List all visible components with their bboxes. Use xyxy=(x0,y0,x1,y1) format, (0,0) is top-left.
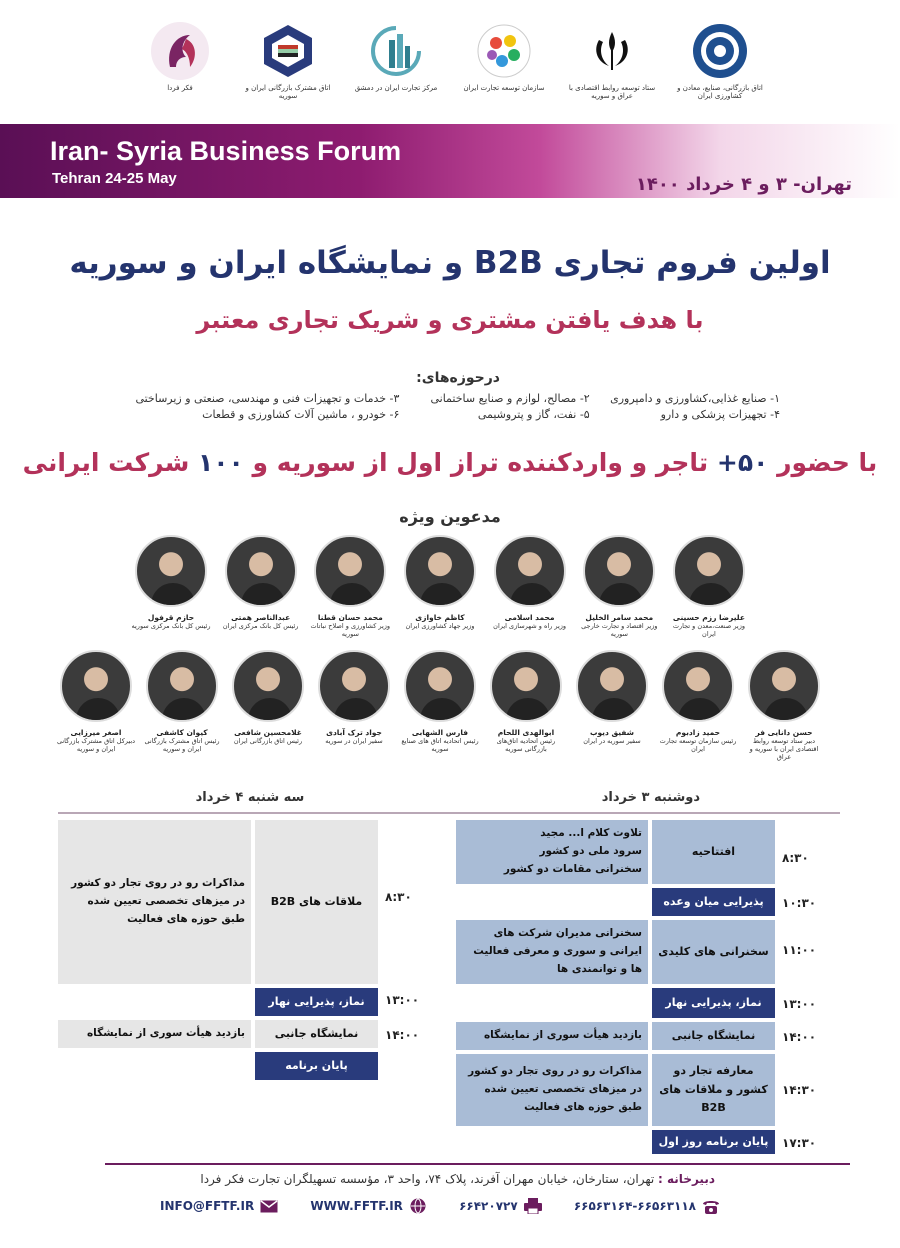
slot-title: نمایشگاه جانبی xyxy=(255,1020,378,1048)
guest-photo xyxy=(318,650,390,722)
email-contact[interactable]: INFO@FFTF.IR xyxy=(160,1198,278,1214)
guest-card: کیوان کاشفی رئیس اتاق مشترک بازرگانی ایران و سوریه xyxy=(141,650,223,761)
phone-icon xyxy=(702,1198,720,1214)
guest-card: حازم قرفول رئیس کل بانک مرکزی سوریه xyxy=(130,535,212,638)
footer-contacts xyxy=(160,1198,720,1214)
slot-title: نماز، پذیرایی نهار xyxy=(652,988,775,1018)
guest-card: محمد اسلامی وزیر راه و شهرسازی ایران xyxy=(489,535,571,638)
guest-card: غلامحسین شافعی رئیس اتاق بازرگانی ایران xyxy=(227,650,309,761)
day2-title: سه شنبه ۴ خرداد xyxy=(195,790,305,805)
field-item: ۶- خودرو ، ماشین آلات کشاورزی و قطعات xyxy=(202,408,400,421)
mail-icon xyxy=(260,1198,278,1214)
slot-detail: بازدید هیأت سوری از نمایشگاه xyxy=(456,1022,648,1050)
slot-title: معارفه تجار دو کشور و ملاقات های B2B xyxy=(652,1054,775,1126)
iran-trade-center-logo: مرکز تجارت ایران در دمشق xyxy=(346,22,446,112)
slot-title: پذیرایی میان وعده xyxy=(652,888,775,916)
guest-photo xyxy=(490,650,562,722)
slot-time: ۱۴:۰۰ xyxy=(782,1030,817,1044)
guest-photo xyxy=(494,535,566,607)
slot-time: ۱۰:۳۰ xyxy=(782,896,817,910)
slot-time: ۱۴:۳۰ xyxy=(782,1083,817,1097)
attendance-headline: با حضور ۵۰+ تاجر و واردکننده تراز اول از سوریه و ۱۰۰ شرکت ایرانی xyxy=(22,448,878,477)
slot-title: نمایشگاه جانبی xyxy=(652,1022,775,1050)
event-date: تهران- ۳ و ۴ خرداد ۱۴۰۰ xyxy=(635,174,852,195)
guest-photo xyxy=(314,535,386,607)
guest-photo xyxy=(583,535,655,607)
guest-photo xyxy=(232,650,304,722)
guest-photo xyxy=(748,650,820,722)
field-item: ۴- تجهیزات پزشکی و دارو xyxy=(660,408,780,421)
partner-logos xyxy=(130,22,770,112)
guest-card: علیرضا رزم حسینی وزیر صنعت،معدن و تجارت ایران xyxy=(668,535,750,638)
field-item: ۲- مصالح، لوازم و صنایع ساختمانی xyxy=(430,392,590,405)
slot-title: نماز، پذیرایی نهار xyxy=(255,988,378,1016)
field-item: ۳- خدمات و تجهیزات فنی و مهندسی، صنعتی و زیرساختی xyxy=(135,392,400,405)
guests-row-1 xyxy=(130,535,750,638)
guest-photo xyxy=(225,535,297,607)
slot-title: افتتاحیه xyxy=(652,820,775,884)
slot-title: ملاقات های B2B xyxy=(255,820,378,984)
field-item: ۱- صنایع غذایی،کشاورزی و دامپروری xyxy=(610,392,780,405)
globe-icon xyxy=(409,1198,427,1214)
guest-photo xyxy=(576,650,648,722)
guest-card: حمید زادبوم رئیس سازمان توسعه تجارت ایران xyxy=(657,650,739,761)
guest-card: شفیق دیوب سفیر سوریه در ایران xyxy=(571,650,653,761)
guest-card: ابوالهدی اللحام رئیس اتحادیه اتاق‌های بازرگانی سوریه xyxy=(485,650,567,761)
day1-title: دوشنبه ۳ خرداد xyxy=(601,790,700,805)
guest-card: جواد ترک آبادی سفیر ایران در سوریه xyxy=(313,650,395,761)
slot-detail: مذاکرات رو در روی تجار دو کشور در میزهای تخصصی تعیین شده طبق حوزه های فعالیت xyxy=(456,1054,648,1126)
guest-photo xyxy=(135,535,207,607)
slot-time: ۱۳:۰۰ xyxy=(782,997,817,1011)
slot-detail: سخنرانی مدیران شرکت های ایرانی و سوری و معرفی فعالیت ها و توانمندی ها xyxy=(456,920,648,984)
guest-photo xyxy=(662,650,734,722)
slot-detail: تلاوت کلام ا... مجید سرود ملی دو کشور سخنرانی مقامات دو کشور xyxy=(456,820,648,884)
fax-icon xyxy=(524,1198,542,1214)
guest-photo xyxy=(404,650,476,722)
guest-card: محمد حسان قطنا وزیر کشاورزی و اصلاح نباتات سوریه xyxy=(309,535,391,638)
presidency-emblem-logo: ستاد توسعه روابط اقتصادی با عراق و سوریه xyxy=(562,22,662,112)
guest-photo xyxy=(146,650,218,722)
slot-time: ۱۱:۰۰ xyxy=(782,943,817,957)
fields-title: درحوزه‌های: xyxy=(416,370,500,386)
guest-card: کاظم خاوازی وزیر جهاد کشاورزی ایران xyxy=(399,535,481,638)
slot-detail: مذاکرات رو در روی تجار دو کشور در میزهای تخصصی تعیین شده طبق حوزه های فعالیت xyxy=(58,820,251,984)
fekr-farda-logo: فکر فردا xyxy=(130,22,230,112)
website-contact[interactable]: WWW.FFTF.IR xyxy=(310,1198,427,1214)
slot-time: ۱۷:۳۰ xyxy=(782,1136,817,1150)
guest-card: حسن دانایی فر دبیر ستاد توسعه روابط اقتصادی ایران با سوریه و عراق xyxy=(743,650,825,761)
slot-title: سخنرانی های کلیدی xyxy=(652,920,775,984)
guests-title: مدعوین ویژه xyxy=(399,507,501,526)
main-headline: اولین فروم تجاری B2B و نمایشگاه ایران و سوریه xyxy=(69,245,831,281)
fax-contact: ۶۶۴۲۰۷۲۷ xyxy=(459,1198,542,1214)
footer-address: دبیرخانه : تهران، ستارخان، خیابان مهران آفرند، پلاک ۷۴، واحد ۳، مؤسسه تسهیلگران تجارت فکر فردا xyxy=(200,1172,715,1186)
guest-card: عبدالناصر همتی رئیس کل بانک مرکزی ایران xyxy=(220,535,302,638)
iccima-logo: اتاق بازرگانی، صنایع، معادن و کشاورزی ایران xyxy=(670,22,770,112)
slot-time: ۱۴:۰۰ xyxy=(385,1028,420,1042)
guest-card: فارس الشهابی رئیس اتحادیه اتاق های صنایع سوریه xyxy=(399,650,481,761)
slot-time: ۱۳:۰۰ xyxy=(385,993,420,1007)
slot-time: ۸:۳۰ xyxy=(385,890,412,904)
slot-detail: بازدید هیأت سوری از نمایشگاه xyxy=(58,1020,251,1048)
phone-contact: ۶۶۵۶۳۱۶۴-۶۶۵۶۳۱۱۸ xyxy=(574,1198,720,1214)
schedule-divider xyxy=(58,812,840,814)
field-item: ۵- نفت، گاز و پتروشیمی xyxy=(477,408,590,421)
guest-photo xyxy=(673,535,745,607)
slot-title: پایان برنامه روز اول xyxy=(652,1130,775,1154)
guest-photo xyxy=(60,650,132,722)
slot-time: ۸:۳۰ xyxy=(782,851,809,865)
guest-card: اصغر میرزایی دبیرکل اتاق مشترک بازرگانی ایران و سوریه xyxy=(55,650,137,761)
guests-row-2 xyxy=(55,650,825,761)
tpo-logo: سازمان توسعه تجارت ایران xyxy=(454,22,554,112)
guest-photo xyxy=(404,535,476,607)
banner-subtitle: Tehran 24-25 May xyxy=(52,170,177,187)
sub-headline: با هدف یافتن مشتری و شریک تجاری معتبر xyxy=(196,306,704,334)
banner-title: Iran- Syria Business Forum xyxy=(50,136,402,166)
iran-syria-chamber-logo: اتاق مشترک بازرگانی ایران و سوریه xyxy=(238,22,338,112)
fields-list xyxy=(120,392,780,421)
footer-divider xyxy=(105,1163,850,1165)
slot-title: پایان برنامه xyxy=(255,1052,378,1080)
guest-card: محمد سامر الخلیل وزیر اقتصاد و تجارت خارجی سوریه xyxy=(578,535,660,638)
